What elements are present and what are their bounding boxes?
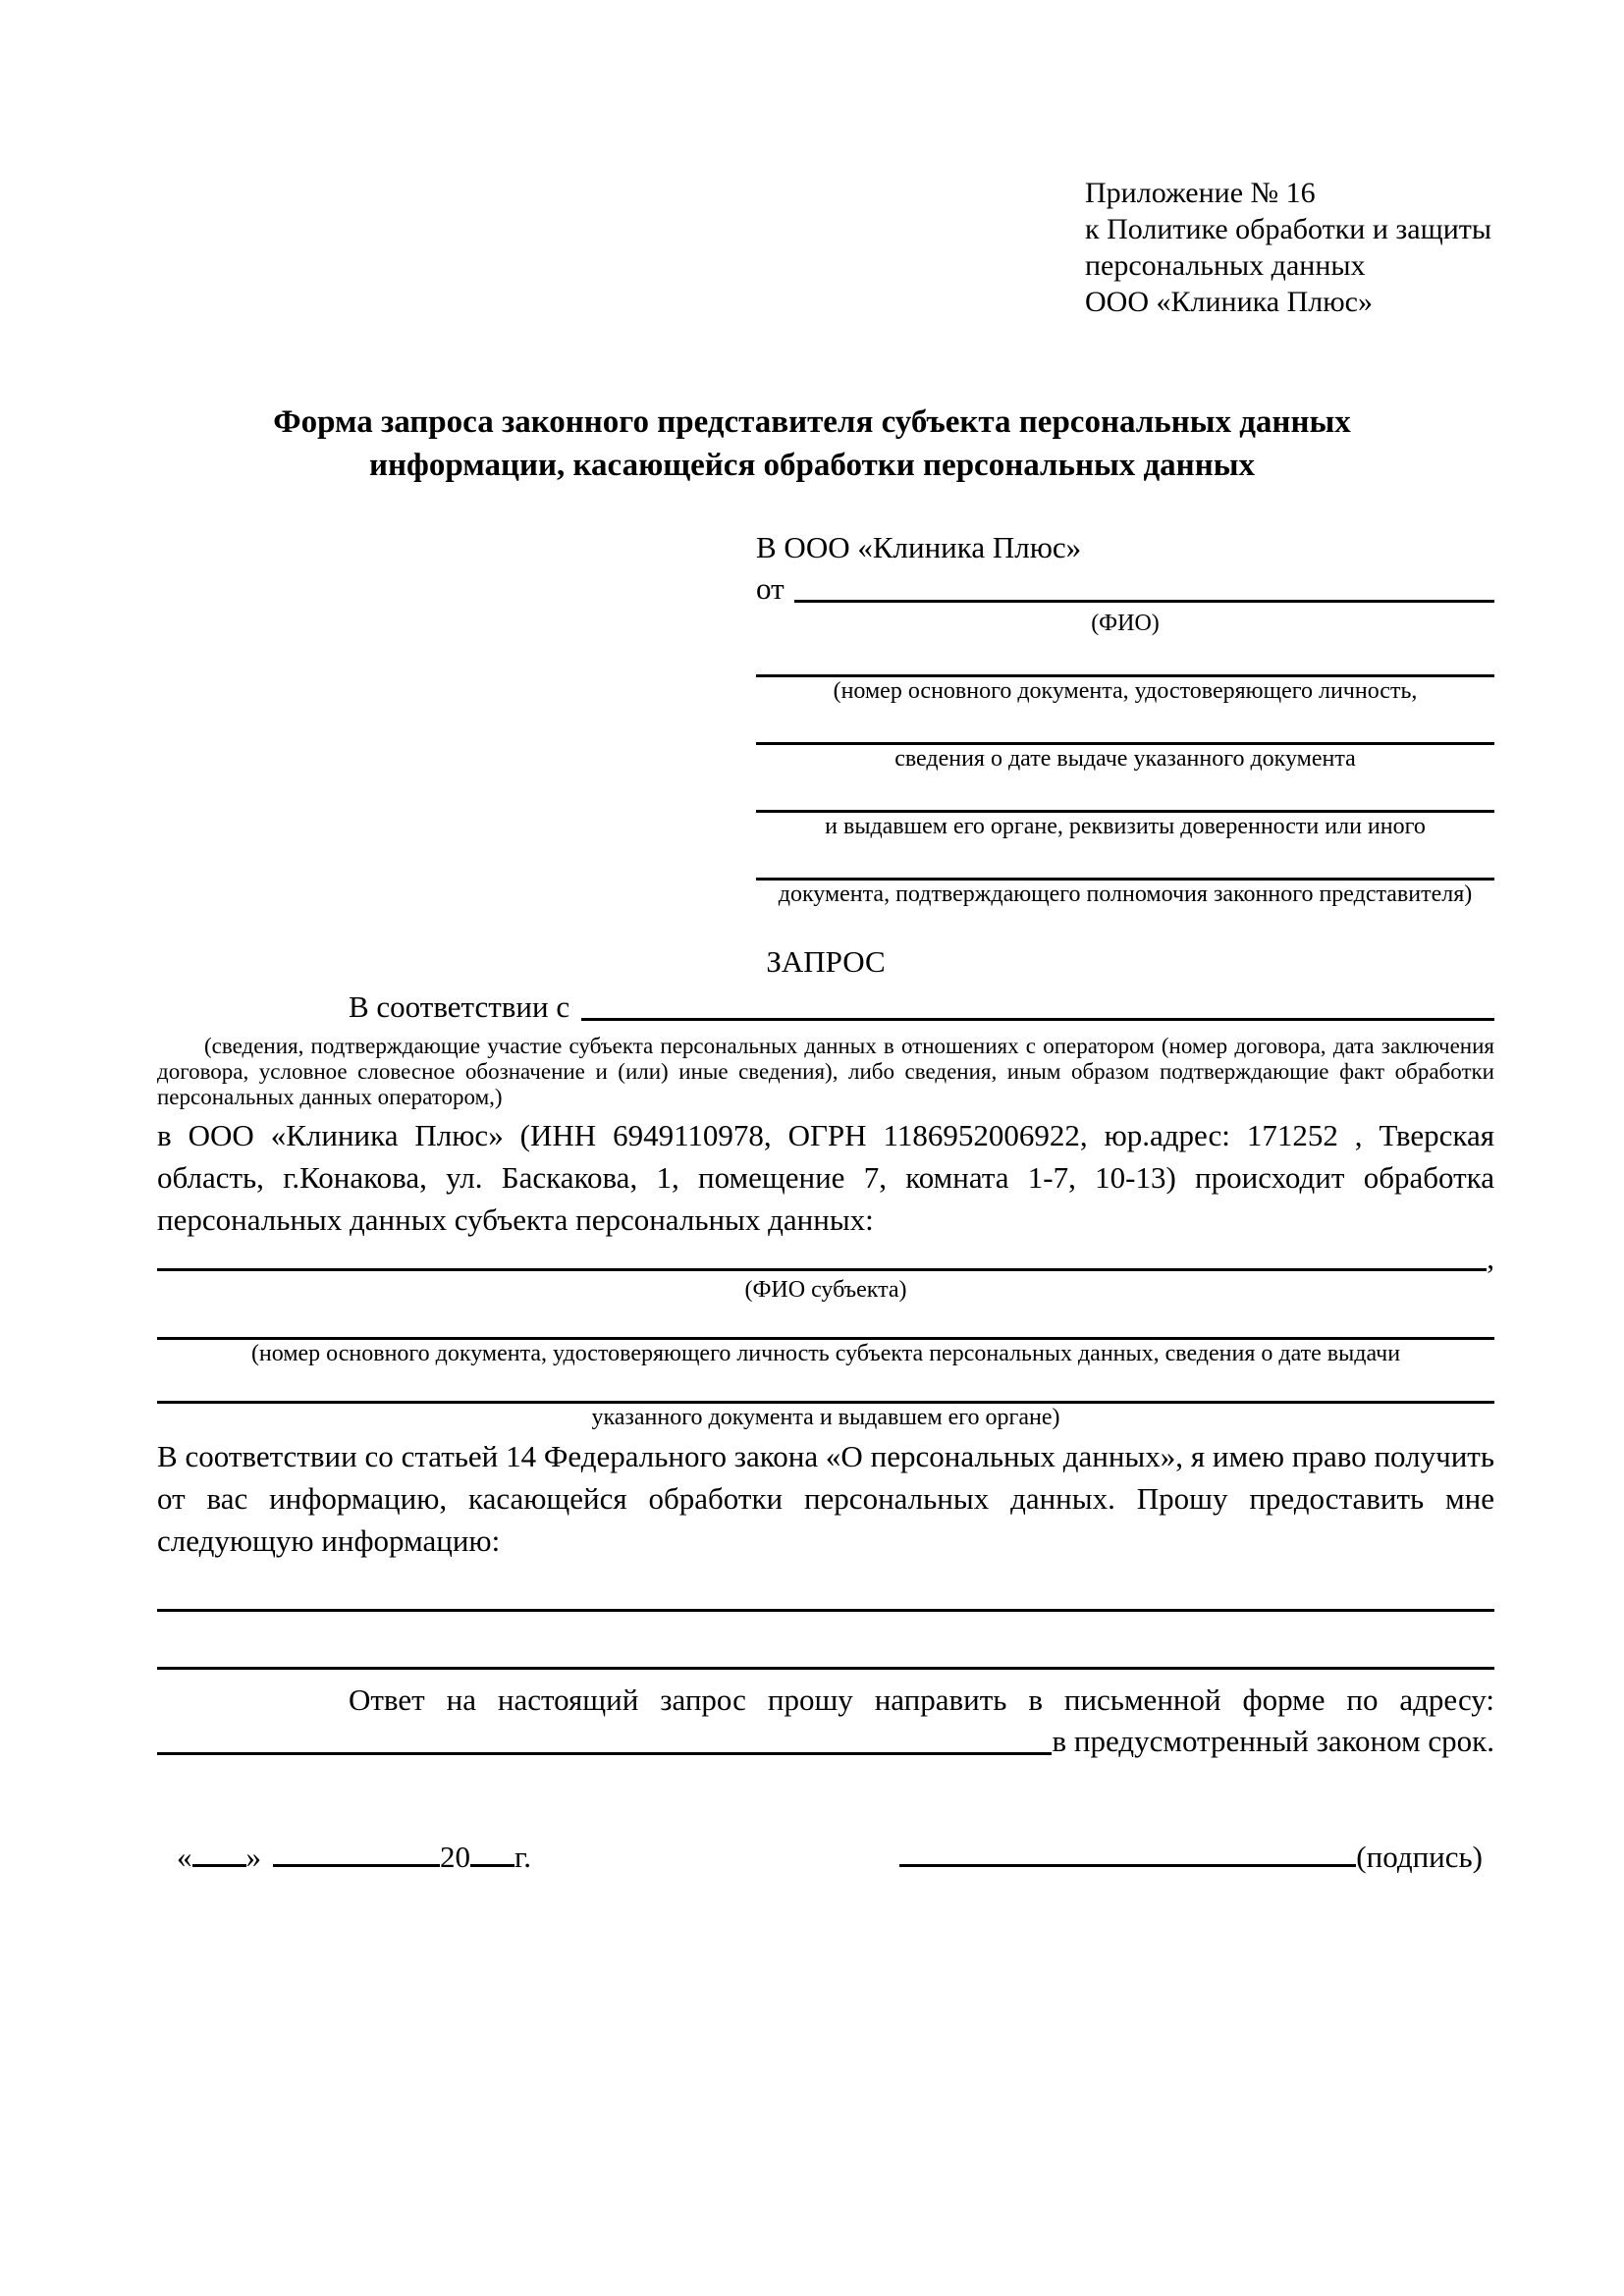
date-field bbox=[177, 1833, 531, 1878]
reply-suffix: в предусмотренный законом срок. bbox=[1052, 1724, 1494, 1758]
date-signature-row bbox=[157, 1833, 1494, 1878]
date-close-quote: » bbox=[245, 1840, 261, 1874]
month-blank-line bbox=[273, 1833, 440, 1867]
address-blank-line bbox=[157, 1721, 1052, 1755]
fio-caption: (ФИО) bbox=[1091, 611, 1160, 636]
intro-blank-line bbox=[581, 987, 1494, 1021]
reply-address-row bbox=[157, 1721, 1494, 1762]
info-blank-line-2 bbox=[157, 1641, 1494, 1670]
day-blank-line bbox=[192, 1833, 246, 1867]
doc-date-blank-line bbox=[756, 705, 1494, 745]
appendix-company: ООО «Клиника Плюс» bbox=[1085, 286, 1373, 318]
title-line-2: информации, касающейся обработки персональных данных bbox=[369, 448, 1255, 483]
subject-fio-row bbox=[157, 1241, 1494, 1276]
subject-doc-blank-line-2 bbox=[157, 1367, 1494, 1404]
year-suffix: г. bbox=[514, 1840, 531, 1874]
doc-caption-4: документа, подтверждающего полномочия законного представителя) bbox=[778, 881, 1473, 907]
addressee-company: В ООО «Клиника Плюс» bbox=[756, 530, 1082, 564]
appendix-header bbox=[1085, 175, 1624, 320]
appendix-policy-line-2: персональных данных bbox=[1085, 249, 1366, 282]
doc-authority-blank-line bbox=[756, 840, 1494, 881]
intro-row bbox=[157, 987, 1494, 1028]
fio-blank-line bbox=[794, 568, 1494, 603]
appendix-number: Приложение № 16 bbox=[1085, 177, 1316, 209]
doc-number-blank-line bbox=[756, 637, 1494, 677]
doc-issuer-blank-line bbox=[756, 773, 1494, 813]
subject-fio-caption: (ФИО субъекта) bbox=[744, 1277, 907, 1303]
intro-caption: (сведения, подтверждающие участие субъекта персональных данных в отношениях с оператором (номер договора, дата заключения договора, условное словесное обозначение и (или) иные сведения), либо сведения, иным образом подтверждающие факт обработки персональных данных оператором,) bbox=[157, 1034, 1494, 1109]
subject-doc-caption-2: указанного документа и выдавшем его органе) bbox=[591, 1405, 1060, 1430]
law-paragraph: В соответствии со статьей 14 Федерального закона «О персональных данных», я имею право получить от вас информацию, касающейся обработки персональных данных. Прошу предоставить мне следующую информацию: bbox=[157, 1439, 1494, 1558]
subject-fio-blank-line bbox=[157, 1241, 1487, 1271]
subject-doc-caption-1: (номер основного документа, удостоверяющего личность субъекта персональных данных, сведения о дате выдачи bbox=[250, 1341, 1401, 1366]
addressee-block bbox=[756, 527, 1494, 908]
appendix-policy-line: к Политике обработки и защиты bbox=[1085, 213, 1492, 245]
date-open-quote: « bbox=[177, 1840, 192, 1874]
year-blank-line bbox=[470, 1833, 514, 1867]
document-title bbox=[0, 400, 1624, 487]
signature-caption: (подпись) bbox=[1356, 1840, 1483, 1874]
title-line-1: Форма запроса законного представителя субъекта персональных данных bbox=[273, 404, 1351, 440]
subject-comma: , bbox=[1487, 1241, 1494, 1275]
info-blank-line-1 bbox=[157, 1583, 1494, 1612]
operator-paragraph: в ООО «Клиника Плюс» (ИНН 6949110978, ОГРН 1186952006922, юр.адрес: 171252 , Тверская область, г.Конакова, ул. Баскакова, 1, помещение 7, комната 1-7, 10-13) происходит обработка персональных данных субъекта персональных данных: bbox=[157, 1118, 1494, 1237]
signature-blank-line bbox=[899, 1833, 1356, 1867]
doc-caption-1: (номер основного документа, удостоверяющего личность, bbox=[833, 678, 1418, 704]
signature-field bbox=[899, 1833, 1483, 1878]
doc-caption-3: и выдавшем его органе, реквизиты доверенности или иного bbox=[825, 814, 1426, 839]
from-row bbox=[756, 568, 1494, 610]
year-prefix: 20 bbox=[440, 1840, 470, 1874]
doc-caption-2: сведения о дате выдаче указанного документа bbox=[894, 746, 1356, 772]
intro-label: В соответствии с bbox=[349, 989, 570, 1024]
subject-doc-blank-line-1 bbox=[157, 1304, 1494, 1340]
from-label: от bbox=[756, 571, 785, 606]
request-heading: ЗАПРОС bbox=[766, 944, 886, 979]
reply-paragraph: Ответ на настоящий запрос прошу направить в письменной форме по адресу: bbox=[349, 1682, 1494, 1717]
request-body bbox=[157, 941, 1494, 1878]
